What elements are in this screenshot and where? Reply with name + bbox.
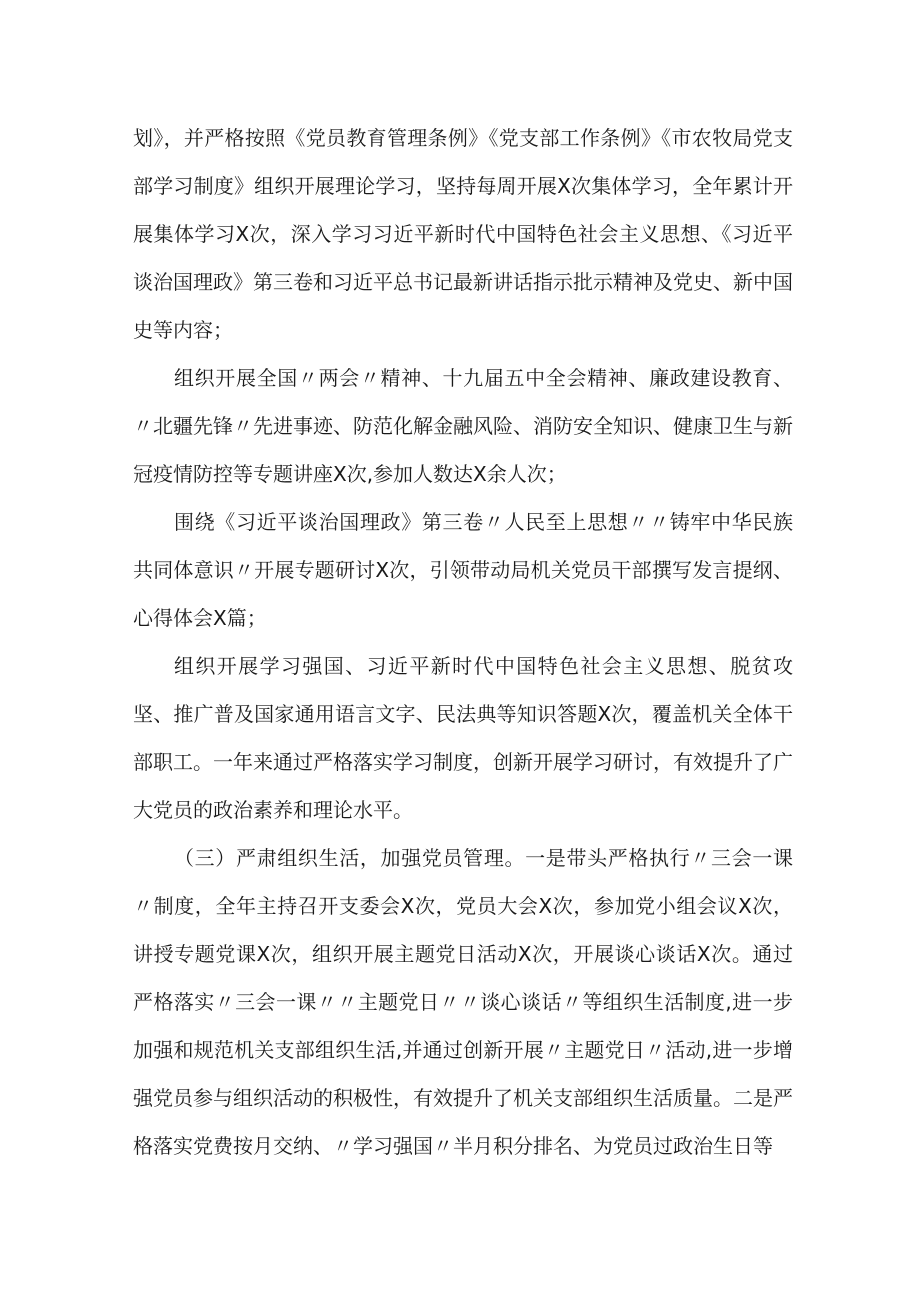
paragraph-5: （三）严肃组织生活，加强党员管理。一是带头严格执行〃三会一课〃制度，全年主持召开支委会X次，党员大会X次，参加党小组会议X次，讲授专题党课X次，组织开展主题党日活动X次，开展谈心谈话X次。通过严格落实〃三会一课〃〃主题党日〃〃谈心谈话〃等组织生活制度,进一步加强和规范机关支部组织生活,并通过创新开展〃主题党日〃活动,进一步增强党员参与组织活动的积极性，有效提升了机关支部组织生活质量。二是严格落实党费按月交纳、〃学习强国〃半月积分排名、为党员过政治生日等 [133, 846, 793, 1158]
document-page [133, 114, 793, 1170]
paragraph-1: 划》，并严格按照《党员教育管理条例》《党支部工作条例》《市农牧局党支部学习制度》组织开展理论学习，坚持每周开展X次集体学习，全年累计开展集体学习X次，深入学习习近平新时代中国特色社会主义思想、《习近平谈治国理政》第三卷和习近平总书记最新讲话指示批示精神及党史、新中国史等内容； [133, 126, 793, 342]
paragraph-2: 组织开展全国〃两会〃精神、十九届五中全会精神、廉政建设教育、〃北疆先锋〃先进事迹、防范化解金融风险、消防安全知识、健康卫生与新冠疫情防控等专题讲座X次,参加人数达X余人次； [133, 366, 793, 486]
paragraph-4: 组织开展学习强国、习近平新时代中国特色社会主义思想、脱贫攻坚、推广普及国家通用语言文字、民法典等知识答题X次，覆盖机关全体干部职工。一年来通过严格落实学习制度，创新开展学习研讨，有效提升了广大党员的政治素养和理论水平。 [133, 654, 793, 822]
paragraph-3: 围绕《习近平谈治国理政》第三卷〃人民至上思想〃〃铸牢中华民族共同体意识〃开展专题研讨X次，引领带动局机关党员干部撰写发言提纲、心得体会X篇； [133, 510, 793, 630]
